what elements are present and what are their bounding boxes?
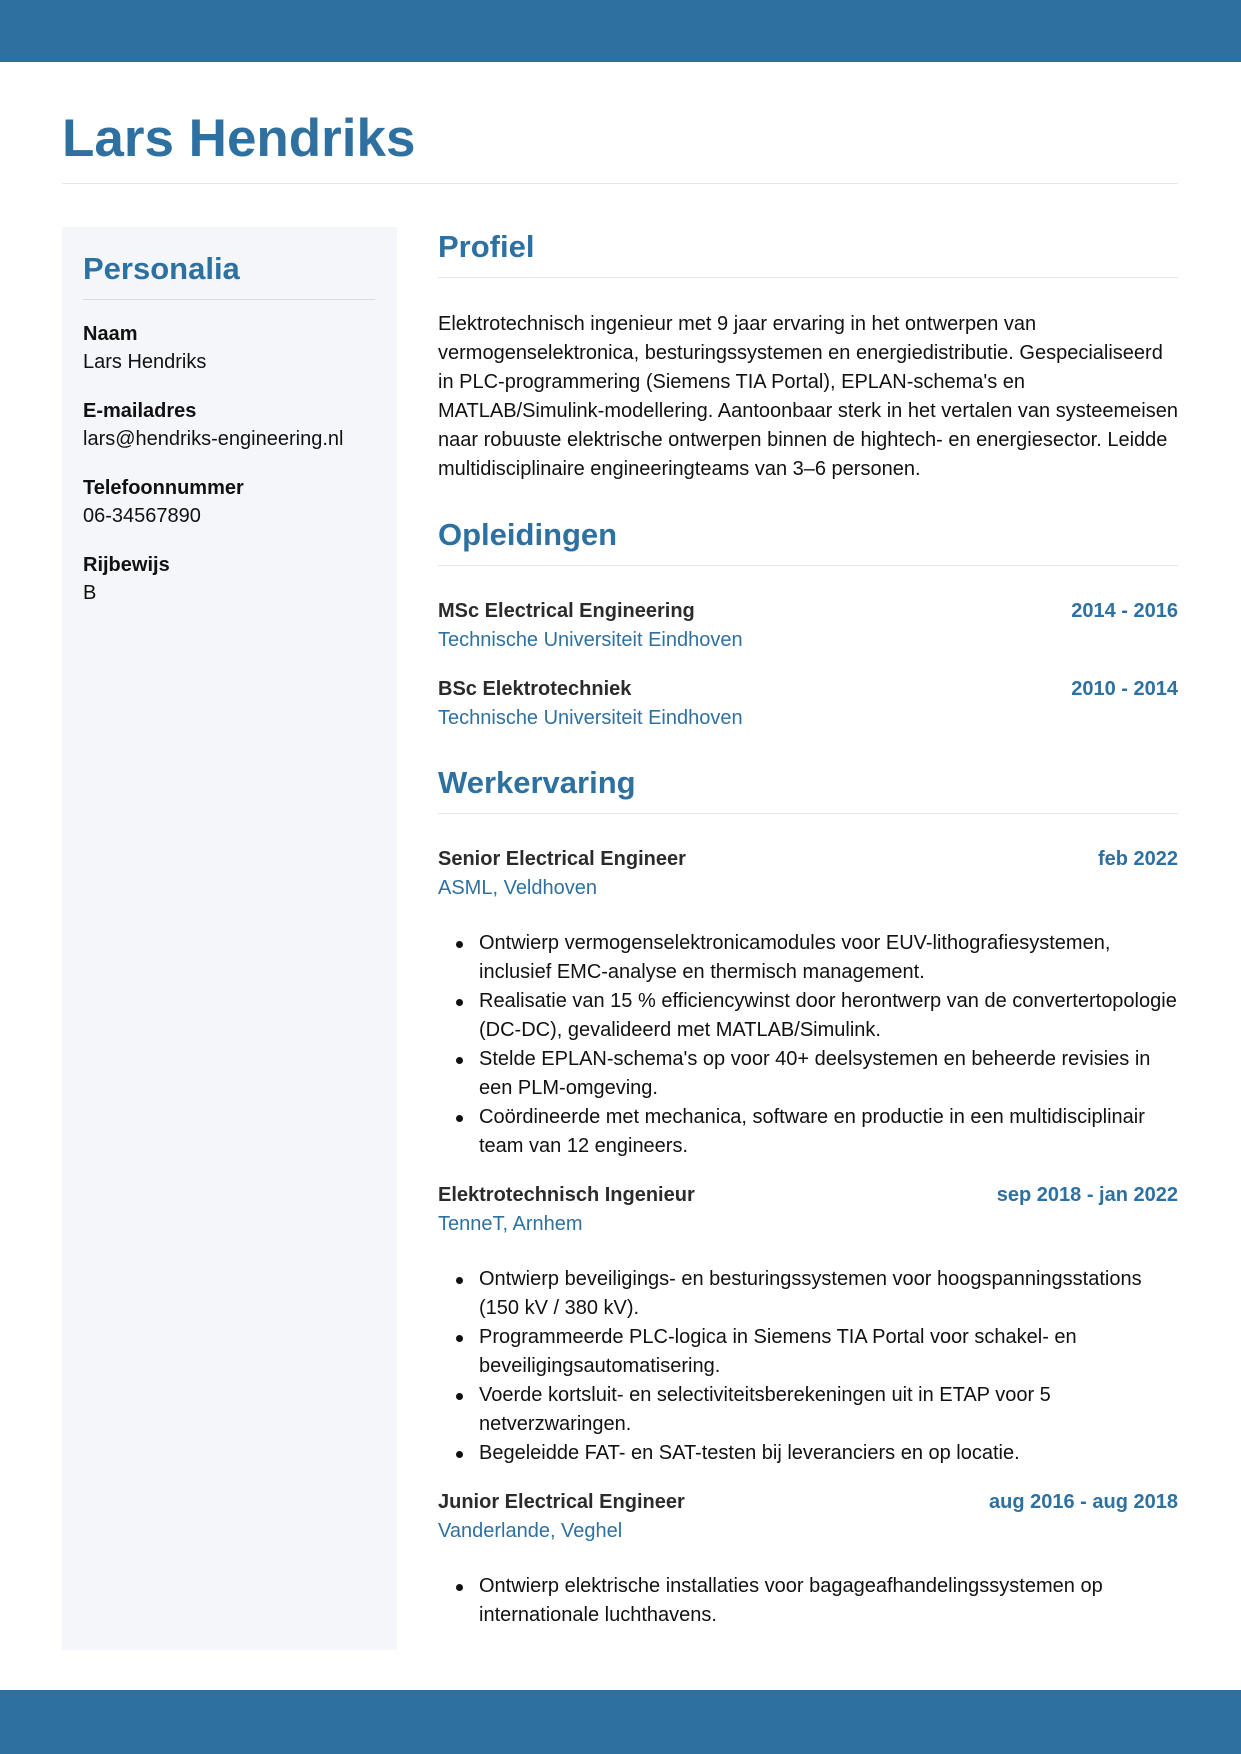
job-dates: feb 2022 xyxy=(1097,848,1178,870)
bottom-accent-bar xyxy=(0,1690,1241,1754)
job-title: Senior Electrical Engineer xyxy=(438,848,686,870)
job-bullets xyxy=(438,1265,1178,1468)
field-value: 06-34567890 xyxy=(83,505,201,527)
bullet-item: Voerde kortsluit- en selectiviteitsberekeningen uit in ETAP voor 5 netverzwaringen. xyxy=(479,1381,1178,1439)
profile-title: Profiel xyxy=(438,229,535,264)
experience-title: Werkervaring xyxy=(438,765,636,800)
job-entry xyxy=(438,1181,1178,1468)
bullet-item: Ontwierp vermogenselektronicamodules voor EUV-lithografiesystemen, inclusief EMC-analyse en thermisch management. xyxy=(479,929,1178,987)
school-name: Technische Universiteit Eindhoven xyxy=(438,629,743,651)
education-title: Opleidingen xyxy=(438,517,618,552)
bullet-item: Ontwierp elektrische installaties voor bagageafhandelingssystemen op internationale luchthavens. xyxy=(479,1572,1178,1630)
job-entry xyxy=(438,1488,1178,1630)
field-email xyxy=(83,397,375,453)
experience-section xyxy=(438,763,1178,1630)
bullet-item: Coördineerde met mechanica, software en productie in een multidisciplinair team van 12 engineers. xyxy=(479,1103,1178,1161)
profile-section xyxy=(438,227,1178,484)
candidate-name: Lars Hendriks xyxy=(62,109,416,168)
section-divider xyxy=(438,565,1178,566)
job-bullets xyxy=(438,1572,1178,1630)
job-entry xyxy=(438,845,1178,1161)
job-title: Junior Electrical Engineer xyxy=(438,1491,685,1513)
field-drivers-license xyxy=(83,551,375,607)
education-entry xyxy=(438,675,1178,733)
personal-fields xyxy=(83,320,375,628)
top-accent-bar xyxy=(0,0,1241,62)
job-dates: sep 2018 - jan 2022 xyxy=(996,1184,1178,1206)
section-divider xyxy=(438,813,1178,814)
job-title: Elektrotechnisch Ingenieur xyxy=(438,1184,695,1206)
header-divider xyxy=(62,183,1178,184)
section-divider xyxy=(438,277,1178,278)
education-section xyxy=(438,515,1178,733)
company-name: TenneT, Arnhem xyxy=(438,1213,583,1235)
bullet-item: Programmeerde PLC-logica in Siemens TIA Portal voor schakel- en beveiligingsautomatisering. xyxy=(479,1323,1178,1381)
company-name: ASML, Veldhoven xyxy=(438,877,597,899)
education-dates: 2010 - 2014 xyxy=(1071,678,1178,700)
field-value: B xyxy=(83,582,97,604)
bullet-item: Begeleidde FAT- en SAT-testen bij leveranciers en op locatie. xyxy=(479,1439,1178,1468)
personal-details-title: Personalia xyxy=(83,251,240,286)
field-name xyxy=(83,320,375,376)
school-name: Technische Universiteit Eindhoven xyxy=(438,707,743,729)
field-label: Rijbewijs xyxy=(83,554,170,576)
field-phone xyxy=(83,474,375,530)
education-entry xyxy=(438,597,1178,655)
personal-details-sidebar xyxy=(62,227,397,1650)
field-label: Naam xyxy=(83,323,138,345)
field-value: Lars Hendriks xyxy=(83,351,207,373)
bullet-item: Realisatie van 15 % efficiencywinst door herontwerp van de convertertopologie (DC-DC), gevalideerd met MATLAB/Simulink. xyxy=(479,987,1178,1045)
degree-title: BSc Elektrotechniek xyxy=(438,678,632,700)
job-dates: aug 2016 - aug 2018 xyxy=(989,1491,1178,1513)
field-value: lars@hendriks-engineering.nl xyxy=(83,428,344,450)
bullet-item: Ontwierp beveiligings- en besturingssystemen voor hoogspanningsstations (150 kV / 380 kV). xyxy=(479,1265,1178,1323)
profile-text: Elektrotechnisch ingenieur met 9 jaar ervaring in het ontwerpen van vermogenselektronica, besturingssystemen en energiedistributie. Gespecialiseerd in PLC-programmering (Siemens TIA Portal), EPLAN-schema's en MATLAB/Simulink-modellering. Aantoonbaar sterk in het vertalen van systeemeisen naar robuuste elektrische ontwerpen binnen de hightech- en energiesector. Leidde multidisciplinaire engineeringteams van 3–6 personen. xyxy=(438,313,1178,480)
job-bullets xyxy=(438,929,1178,1161)
main-content xyxy=(438,227,1178,1630)
degree-title: MSc Electrical Engineering xyxy=(438,600,695,622)
field-label: Telefoonnummer xyxy=(83,477,244,499)
company-name: Vanderlande, Veghel xyxy=(438,1520,623,1542)
field-label: E-mailadres xyxy=(83,400,197,422)
education-dates: 2014 - 2016 xyxy=(1071,600,1178,622)
sidebar-divider xyxy=(83,299,375,300)
bullet-item: Stelde EPLAN-schema's op voor 40+ deelsystemen en beheerde revisies in een PLM-omgeving. xyxy=(479,1045,1178,1103)
